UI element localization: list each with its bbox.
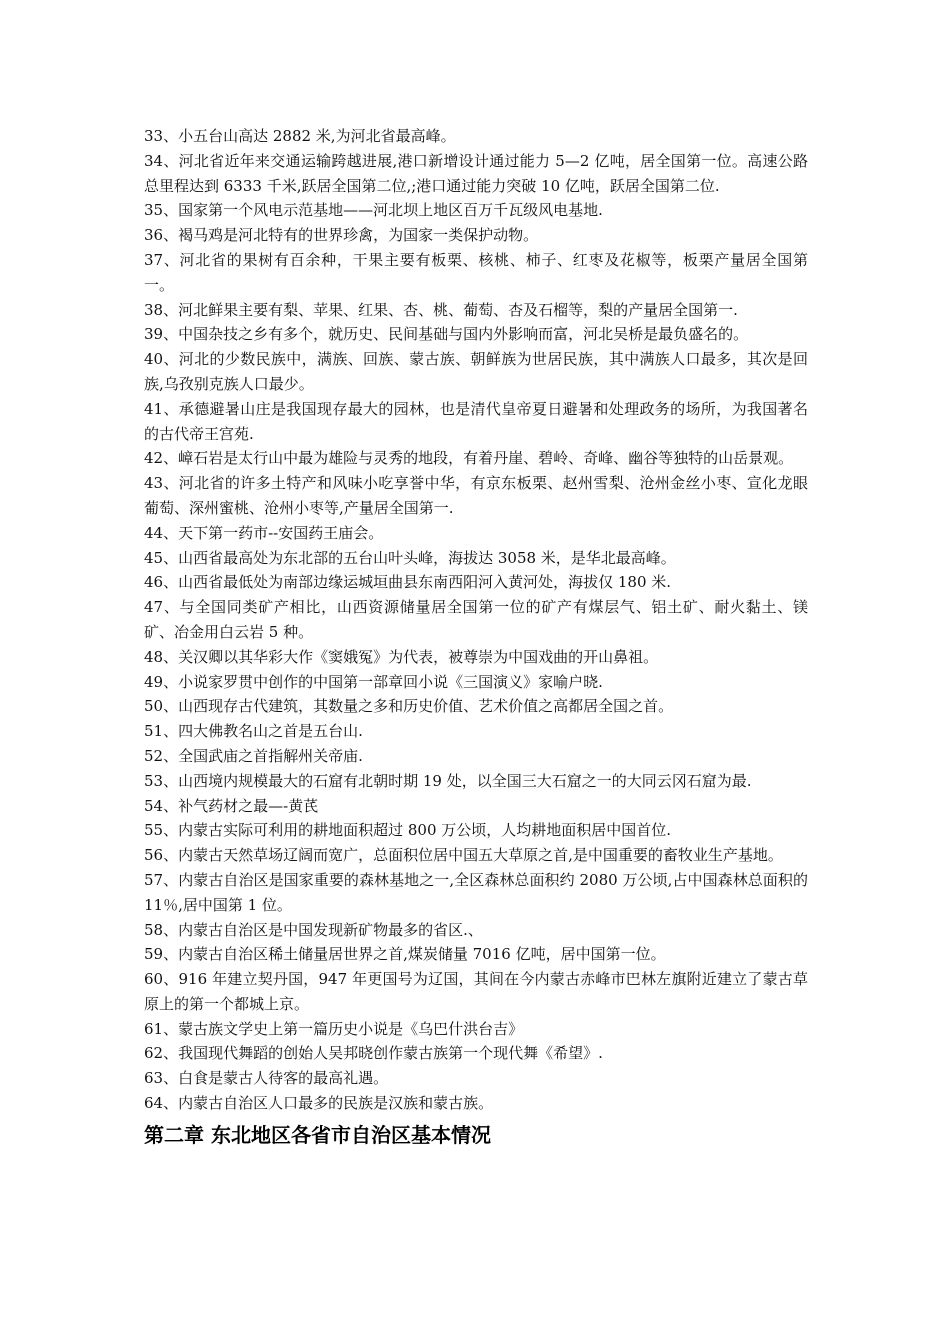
paragraph-55: 55、内蒙古实际可利用的耕地面积超过 800 万公顷，人均耕地面积居中国首位. [144,821,672,840]
paragraph-47: 47、与全国同类矿产相比，山西资源储量居全国第一位的矿产有煤层气、铝土矿、耐火黏土、镁矿、冶金用白云岩 5 种。 [144,598,808,641]
paragraph-56: 56、内蒙古天然草场辽阔而宽广，总面积位居中国五大草原之首,是中国重要的畜牧业生产基地。 [144,846,783,865]
paragraph-62: 62、我国现代舞蹈的创始人吴邦晓创作蒙古族第一个现代舞《希望》. [144,1044,603,1063]
paragraph-34: 34、河北省近年来交通运输跨越进展,港口新增设计通过能力 5—2 亿吨，居全国第一位。高速公路总里程达到 6333 千米,跃居全国第二位,;港口通过能力突破 10 亿吨，跃居全国第二位. [144,151,808,195]
paragraph-45: 45、山西省最高处为东北部的五台山叶头峰，海拔达 3058 米，是华北最高峰。 [144,548,676,567]
paragraph-58: 58、内蒙古自治区是中国发现新矿物最多的省区.、 [144,920,483,939]
paragraph-49: 49、小说家罗贯中创作的中国第一部章回小说《三国演义》家喻户晓. [144,672,603,691]
chapter-heading: 第二章 东北地区各省市自治区基本情况 [144,1122,491,1147]
paragraph-60: 60、916 年建立契丹国，947 年更国号为辽国，其间在今内蒙古赤峰市巴林左旗附近建立了蒙古草原上的第一个都城上京。 [144,970,808,1013]
paragraph-33: 33、小五台山高达 2882 米,为河北省最高峰。 [144,127,456,145]
paragraph-64: 64、内蒙古自治区人口最多的民族是汉族和蒙古族。 [144,1094,494,1113]
paragraph-41: 41、承德避暑山庄是我国现存最大的园林，也是清代皇帝夏日避暑和处理政务的场所，为我国著名的古代帝王宫苑. [144,399,808,443]
paragraph-63: 63、白食是蒙古人待客的最高礼遇。 [144,1069,389,1088]
paragraph-57: 57、内蒙古自治区是国家重要的森林基地之一,全区森林总面积约 2080 万公顷,占中国森林总面积的 11％,居中国第 1 位。 [144,870,808,914]
paragraph-37: 37、河北省的果树有百余种，干果主要有板栗、核桃、柿子、红枣及花椒等，板栗产量居全国第一。 [144,250,808,294]
paragraph-39: 39、中国杂技之乡有多个，就历史、民间基础与国内外影响而富，河北吴桥是最负盛名的。 [144,325,749,344]
paragraph-52: 52、全国武庙之首指解州关帝庙. [144,746,363,765]
paragraph-35: 35、国家第一个风电示范基地——河北坝上地区百万千瓦级风电基地. [144,201,603,220]
paragraph-36: 36、褐马鸡是河北特有的世界珍禽，为国家一类保护动物。 [144,226,539,245]
paragraph-61: 61、蒙古族文学史上第一篇历史小说是《乌巴什洪台吉》 [144,1019,524,1038]
paragraph-38: 38、河北鲜果主要有梨、苹果、红果、杏、桃、葡萄、杏及石榴等，梨的产量居全国第一. [144,300,738,319]
paragraph-43: 43、河北省的许多土特产和风味小吃享誉中华，有京东板栗、赵州雪梨、沧州金丝小枣、宣化龙眼葡萄、深州蜜桃、沧州小枣等,产量居全国第一. [144,474,808,517]
paragraph-48: 48、关汉卿以其华彩大作《窦娥冤》为代表，被尊崇为中国戏曲的开山鼻祖。 [144,647,659,666]
document-body [144,124,808,1150]
paragraph-51: 51、四大佛教名山之首是五台山. [144,722,363,741]
paragraph-53: 53、山西境内规模最大的石窟有北朝时期 19 处，以全国三大石窟之一的大同云冈石窟为最. [144,771,752,790]
paragraph-59: 59、内蒙古自治区稀土储量居世界之首,煤炭储量 7016 亿吨，居中国第一位。 [144,945,666,964]
paragraph-50: 50、山西现存古代建筑，其数量之多和历史价值、艺术价值之高都居全国之首。 [144,697,674,716]
paragraph-44: 44、天下第一药市--安国药王庙会。 [144,523,384,542]
paragraph-42: 42、嶂石岩是太行山中最为雄险与灵秀的地段，有着丹崖、碧岭、奇峰、幽谷等独特的山岳景观。 [144,449,794,468]
paragraph-40: 40、河北的少数民族中，满族、回族、蒙古族、朝鲜族为世居民族，其中满族人口最多，其次是回族,乌孜别克族人口最少。 [144,350,808,393]
paragraph-54: 54、补气药材之最—-黄芪 [144,796,319,815]
paragraph-46: 46、山西省最低处为南部边缘运城垣曲县东南西阳河入黄河处，海拔仅 180 米. [144,573,672,592]
